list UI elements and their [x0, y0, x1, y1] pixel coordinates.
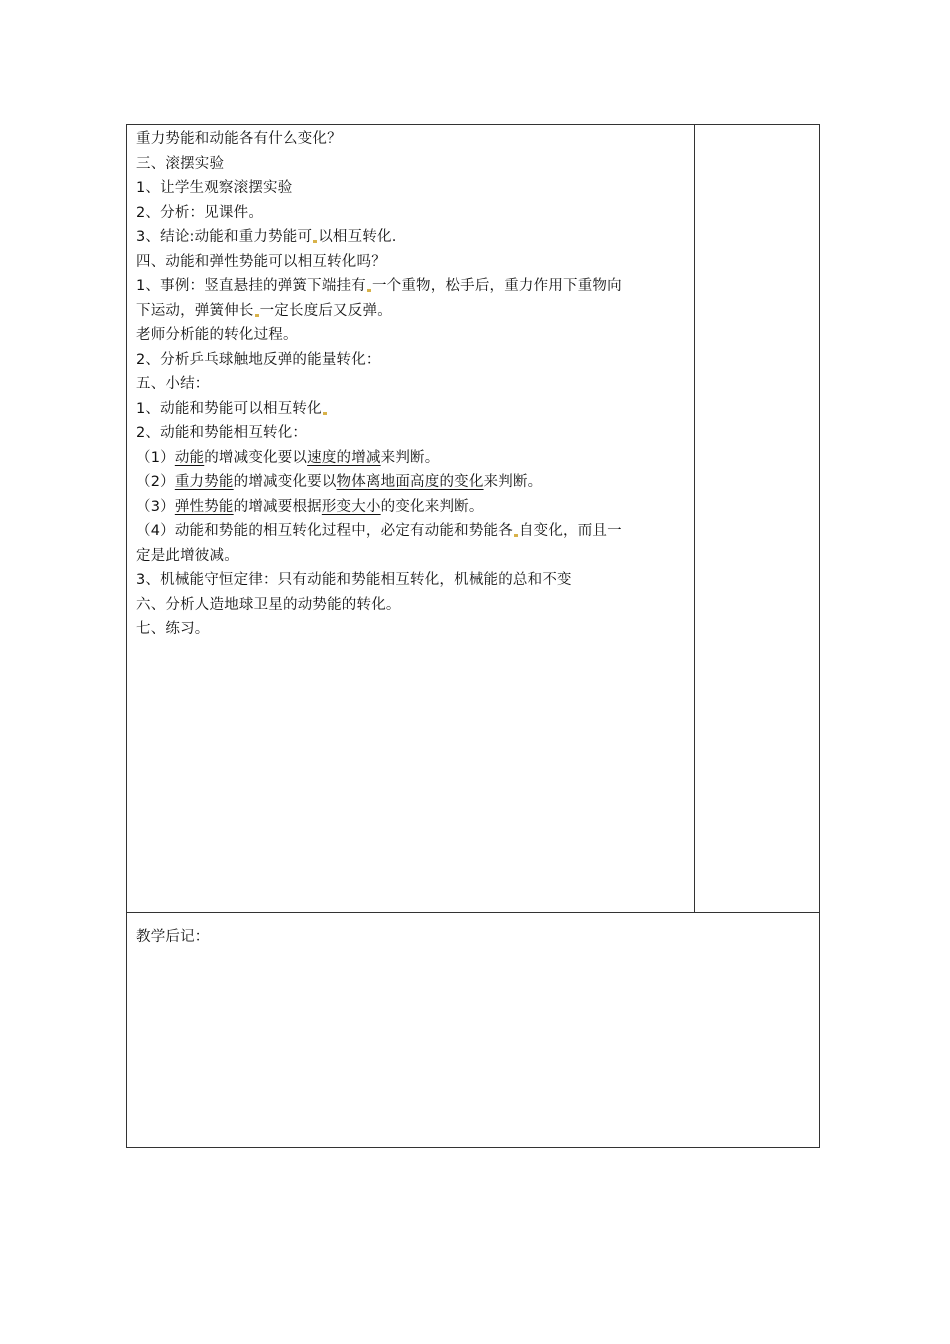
text-span: （1）: [136, 449, 175, 466]
text-line: 2、分析乒乓球触地反弹的能量转化：: [136, 351, 381, 368]
text-span: 1、动能和势能可以相互转化: [136, 400, 322, 417]
underlined-term: 物体离地面高度的变化: [336, 474, 484, 490]
text-span: 的变化来判断。: [380, 498, 484, 515]
teaching-notes-label: 教学后记：: [136, 929, 210, 945]
mark-dot: [323, 412, 327, 415]
text-span: 3、结论:动能和重力势能可: [136, 229, 313, 245]
mark-dot: [313, 240, 317, 243]
text-line: 老师分析能的转化过程。: [136, 327, 298, 343]
text-line: 1、让学生观察滚摆实验: [136, 180, 293, 196]
mark-dot: [514, 534, 518, 537]
section-heading: 六、分析人造地球卫星的动势能的转化。: [136, 596, 401, 613]
text-span: 的增减要根据: [233, 498, 322, 515]
section-heading: 三、滚摆实验: [136, 155, 225, 172]
text-span: （2）: [136, 474, 175, 490]
text-line: [136, 519, 692, 544]
section-heading: 四、动能和弹性势能可以相互转化吗？: [136, 253, 386, 270]
mark-dot: [255, 314, 259, 317]
text-line: [136, 446, 692, 471]
text-line: [136, 470, 692, 495]
text-span: 一个重物，松手后，重力作用下重物向: [371, 278, 622, 294]
underlined-term: 动能: [174, 449, 205, 466]
text-line: [136, 225, 692, 250]
text-line: 2、分析：见课件。: [136, 204, 264, 221]
text-span: 来判断。: [483, 474, 543, 490]
side-notes-cell: [695, 125, 819, 912]
text-line: [136, 397, 692, 422]
text-span: （4）动能和势能的相互转化过程中，必定有动能和势能各: [136, 523, 513, 539]
section-heading: 五、小结：: [136, 376, 210, 392]
text-span: 1、事例：竖直悬挂的弹簧下端挂有: [136, 278, 366, 294]
section-heading: 七、练习。: [136, 621, 210, 637]
text-span: 以相互转化.: [318, 229, 397, 245]
text-span: （3）: [136, 498, 175, 515]
text-span: 下运动，弹簧伸长: [136, 302, 254, 319]
text-line: [136, 299, 692, 324]
lesson-table: [126, 124, 820, 1148]
text-span: 自变化，而且一: [518, 523, 622, 539]
mark-dot: [367, 289, 371, 292]
text-span: 来判断。: [380, 449, 440, 466]
text-span: 一定长度后又反弹。: [259, 302, 392, 319]
text-line: [136, 274, 692, 299]
text-line: 重力势能和动能各有什么变化？: [136, 131, 342, 147]
text-span: 的增减变化要以: [204, 449, 308, 466]
underlined-term: 弹性势能: [174, 498, 234, 515]
text-line: 2、动能和势能相互转化：: [136, 425, 308, 441]
teaching-notes-cell: [136, 925, 210, 950]
row-divider: [127, 912, 819, 913]
underlined-term: 重力势能: [174, 474, 234, 490]
text-span: 的增减变化要以: [233, 474, 337, 490]
text-line: 定是此增彼减。: [136, 547, 239, 564]
underlined-term: 形变大小: [321, 498, 381, 515]
text-line: 3、机械能守恒定律：只有动能和势能相互转化，机械能的总和不变: [136, 572, 572, 588]
underlined-term: 速度的增减: [307, 449, 381, 466]
text-line: [136, 495, 692, 520]
lesson-content-cell: [127, 125, 695, 912]
lesson-text: [136, 127, 692, 642]
